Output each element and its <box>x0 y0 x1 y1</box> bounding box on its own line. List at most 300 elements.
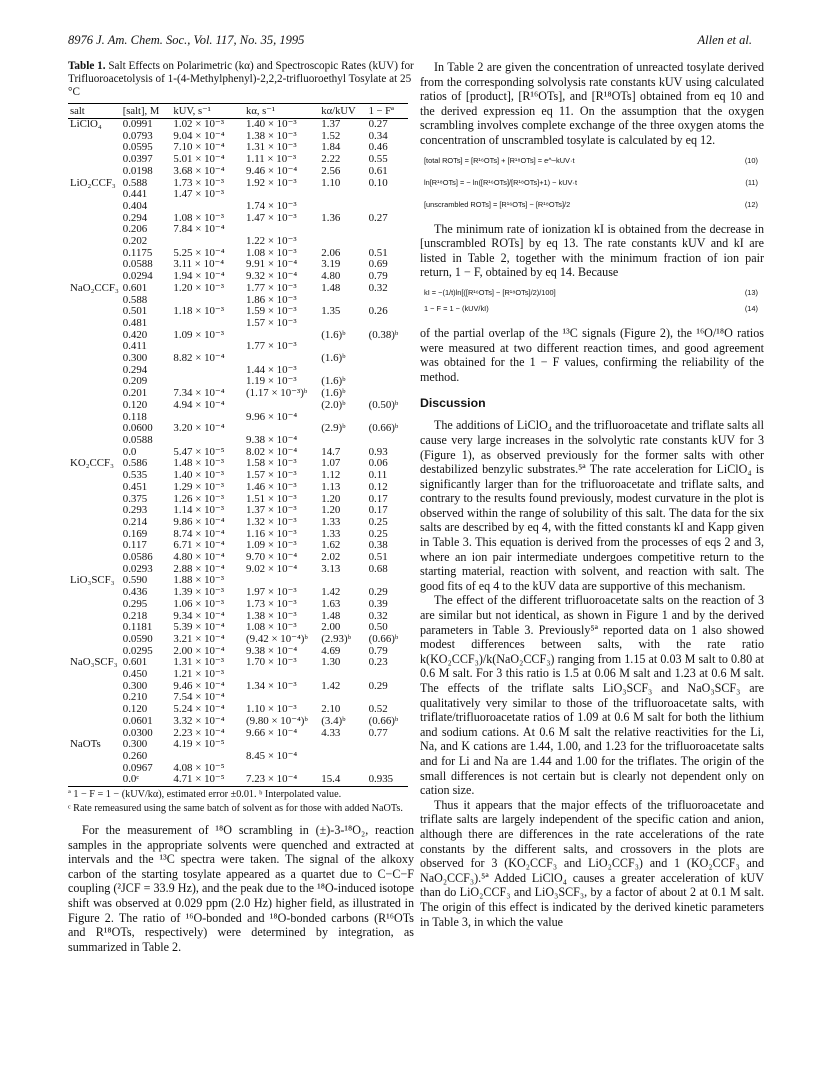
table-cell <box>367 669 408 681</box>
table-row <box>68 634 408 646</box>
table-cell: 1.51 × 10⁻³ <box>246 492 297 505</box>
table-cell <box>68 201 121 213</box>
table-cell: 0.202 <box>122 235 148 248</box>
table-cell: 0.32 <box>368 281 388 294</box>
table-cell <box>68 751 121 763</box>
rates-table <box>68 103 408 787</box>
table-cell: 4.19 × 10⁻⁵ <box>173 738 225 751</box>
equation-number: (11) <box>745 177 758 187</box>
table-cell: (0.66)ᵇ <box>368 632 399 645</box>
table-cell: 1.92 × 10⁻³ <box>246 176 297 189</box>
table-cell: 1.08 × 10⁻³ <box>173 211 224 224</box>
col-header: 1 − Fª <box>367 104 408 119</box>
table-cell: 1.84 <box>321 141 341 154</box>
table-cell: 0.210 <box>122 691 148 704</box>
table-cell: 1.20 <box>321 492 341 505</box>
table-cell: 0.0293 <box>122 562 153 575</box>
table-cell <box>319 669 366 681</box>
table-cell <box>68 400 121 412</box>
table-cell <box>319 739 366 751</box>
table-cell: 0.586 <box>122 457 148 470</box>
table-cell <box>319 236 366 248</box>
table-cell: 1.10 × 10⁻³ <box>246 703 297 716</box>
table-row <box>68 599 408 611</box>
table-cell: 0.0967 <box>122 761 153 774</box>
table-cell <box>68 365 121 377</box>
table-cell: 0.0198 <box>122 164 153 177</box>
table-cell <box>319 189 366 201</box>
table-label: Table 1. <box>68 60 106 72</box>
table-cell <box>367 224 408 236</box>
table-cell: 0.206 <box>122 223 148 236</box>
table-cell: 0.117 <box>122 539 147 552</box>
table-cell: 1.57 × 10⁻³ <box>246 469 297 482</box>
table-cell <box>68 704 121 716</box>
table-cell: 0.0601 <box>122 714 153 727</box>
table-cell: 1.59 × 10⁻³ <box>246 305 297 318</box>
table-cell: 0.295 <box>122 597 148 610</box>
table-cell <box>68 763 121 775</box>
table-cell: 3.11 × 10⁻⁴ <box>173 258 225 271</box>
table-row <box>68 224 408 236</box>
table-cell <box>68 330 121 342</box>
table-cell <box>68 540 121 552</box>
body-paragraph: Thus it appears that the major effects of the trifluoroacetate and triflate salts are largely independent of the specific cation and anion, although there are differences in the rate accelerations of the rate constants by the different salts, and crossovers in the plots are observed for 3 (KO₂CCF₃ and LiO₂CCF₃) and 1 (KO₂CCF₃ and NaO₂CCF₃).⁵ª Added LiClO₄ causes a greater acceleration of kUV than do LiO₂CCF₃ and LiO₃SCF₃, by a factor of about 2 at 0.1 M salt. The origin of this effect is indicated by the derived kinetic parameters in Table 3, in which the value <box>420 797 764 929</box>
table-cell: 0.0ᶜ <box>121 774 172 786</box>
equation-12 <box>420 200 764 214</box>
table-cell <box>68 259 121 271</box>
body-paragraph: For the measurement of ¹⁸O scrambling in (±)-3-¹⁸O₂, reaction samples in the appropriate solvents were quenched and extracted at intervals and the ¹³C spectra were taken. The signal of the alkoxy carbon of the starting tosylate appeared as a quartet due to C−C−F coupling (²JCF = 33.9 Hz), and the peak due to the ¹⁸O-induced isotope shift was observed at 0.029 ppm (2.0 Hz) higher field, as illustrated in Figure 2. The ratio of ¹⁶O-bonded and ¹⁸O-bonded carbons (R¹⁶OTs and R¹⁸OTs, respectively) were determined by integration, as summarized in Table 2. <box>68 823 414 954</box>
table-cell: 0.79 <box>368 644 388 657</box>
col-header: kα/kUV <box>319 104 366 119</box>
table-cell: 0.411 <box>122 340 147 353</box>
table-cell <box>68 224 121 236</box>
left-column <box>68 60 414 954</box>
table-cell <box>68 412 121 424</box>
table-cell: 0.120 <box>122 398 148 411</box>
table-cell: (1.6)ᵇ <box>321 328 346 341</box>
table-cell <box>367 318 408 330</box>
table-row <box>68 283 408 295</box>
table-cell <box>68 517 121 529</box>
equation-text: 1 − F = 1 − (kUV/kI) <box>424 303 489 313</box>
table-row <box>68 763 408 775</box>
table-row <box>68 189 408 201</box>
table-cell: 1.09 × 10⁻³ <box>173 328 224 341</box>
table-cell: (2.93)ᵇ <box>321 632 351 645</box>
table-cell: 1.26 × 10⁻³ <box>173 492 224 505</box>
table-cell: 0.39 <box>368 597 388 610</box>
table-footnote-a: ª 1 − F = 1 − (kUV/kα), estimated error ±0.01. ᵇ Interpolated value. <box>68 789 342 801</box>
table-cell: 0.214 <box>122 515 148 528</box>
table-row <box>68 365 408 377</box>
table-cell: 0.0588 <box>122 258 153 271</box>
table-cell: 0.93 <box>368 445 388 458</box>
table-cell: 0.23 <box>368 656 388 669</box>
body-paragraph: The effect of the different trifluoroacetate salts on the reaction of 3 are similar but not identical, as shown in Figure 1 and by the derived parameters in Table 3. Previously⁵ª reported data on 1 also showed modest differences between salts, with the rate ratio k(KO₂CCF₃)/k(NaO₂CCF₃) ranging from 1.15 at 0.03 M salt to 0.80 at 0.6 M salt. For 3 this ratio is 1.5 at 0.06 M salt and 1.23 at 0.6 M salt. The effects of the triflate salts LiO₃SCF₃ and NaO₃SCF₃ are qualitatively very similar to those of the trifluoroacetate salts, with triflate/trifluoroacetate ratios of 1.09 at 0.6 M salt for both the lithium and sodium cations. At 0.6 M salt the relative reactivities for the Li, Na, and K cations are 1.44, 1.00, and 1.23 for the trifluoroacetate salts and for Li and Na are 1.44 and 1.00 for the triflates. The origin of the small differences is not certain but is clearly not dependent only on cation size. <box>420 593 764 798</box>
table-row <box>68 704 408 716</box>
table-cell: 5.25 × 10⁻⁴ <box>173 246 225 259</box>
table-cell <box>68 142 121 154</box>
table-cell: 14.7 <box>321 445 341 458</box>
table-row <box>68 739 408 751</box>
table-cell: 1.48 <box>321 281 341 294</box>
table-cell: 0.501 <box>122 305 148 318</box>
table-cell: 0.46 <box>368 141 388 154</box>
table-cell: 0.51 <box>368 246 388 259</box>
table-cell: 1.31 × 10⁻³ <box>246 141 297 154</box>
table-cell: 0.935 <box>367 774 408 786</box>
table-cell: 2.10 <box>321 703 341 716</box>
table-cell: 3.20 × 10⁻⁴ <box>173 422 225 435</box>
table-cell: 1.09 × 10⁻³ <box>246 539 297 552</box>
table-cell: 1.35 <box>321 305 341 318</box>
table-cell: 0.29 <box>368 586 388 599</box>
table-cell <box>367 236 408 248</box>
table-cell: 0.201 <box>122 387 148 400</box>
body-paragraph: of the partial overlap of the ¹³C signals (Figure 2), the ¹⁶O/¹⁸O ratios were measured at two different reaction times, and good agreement was obtained for the 1 − F values, confirming the reliability of the method. <box>420 325 764 384</box>
table-cell: 0.29 <box>368 679 388 692</box>
table-cell <box>68 622 121 634</box>
table-row <box>68 318 408 330</box>
table-cell: LiO₂CCF₃ <box>70 176 116 189</box>
table-cell: 1.33 <box>321 527 341 540</box>
table-cell <box>68 295 121 307</box>
table-cell: 0.451 <box>122 480 148 493</box>
table-cell: 1.06 × 10⁻³ <box>173 597 224 610</box>
table-cell <box>367 751 408 763</box>
equation-number: (14) <box>744 303 758 313</box>
table-cell: 0.218 <box>122 609 148 622</box>
table-cell: 0.294 <box>122 363 148 376</box>
table-cell: (9.42 × 10⁻⁴)ᵇ <box>246 632 308 645</box>
table-cell: (1.17 × 10⁻³)ᵇ <box>246 387 308 400</box>
equation-text: [total ROTs] = [R¹⁶OTs] + [R¹⁸OTs] = e^−kUV·t <box>424 155 575 165</box>
table-cell: 0.588 <box>122 176 148 189</box>
table-cell <box>68 318 121 330</box>
table-cell: 0.601 <box>122 281 148 294</box>
table-cell: 0.300 <box>122 352 148 365</box>
table-row <box>68 178 408 190</box>
table-cell <box>171 365 244 377</box>
table-cell: 0.420 <box>122 328 148 341</box>
table-cell: 2.02 <box>321 551 341 564</box>
table-cell: 4.80 <box>321 270 341 283</box>
table-cell: 4.69 <box>321 644 341 657</box>
table-cell: 0.535 <box>122 469 148 482</box>
table-cell: 1.52 <box>321 129 341 142</box>
table-cell: 2.56 <box>321 164 341 177</box>
table-cell <box>68 599 121 611</box>
table-cell: (1.6)ᵇ <box>321 375 346 388</box>
table-caption <box>68 60 414 99</box>
table-cell: 1.57 × 10⁻³ <box>246 316 297 329</box>
table-header-row <box>68 104 408 119</box>
table-cell: 0.0295 <box>122 644 153 657</box>
table-cell: 0.12 <box>368 480 388 493</box>
table-cell: 8.02 × 10⁻⁴ <box>246 445 298 458</box>
table-cell <box>367 376 408 388</box>
table-cell <box>367 201 408 213</box>
table-cell: 8.45 × 10⁻⁴ <box>246 749 298 762</box>
table-cell <box>68 341 121 353</box>
table-row <box>68 131 408 143</box>
table-cell <box>171 318 244 330</box>
table-cell: 0.0590 <box>122 632 153 645</box>
table-cell: 1.47 × 10⁻³ <box>173 188 224 201</box>
table-row <box>68 213 408 225</box>
table-cell: 0.55 <box>368 153 388 166</box>
table-cell: 9.70 × 10⁻⁴ <box>246 551 298 564</box>
table-cell: 1.77 × 10⁻³ <box>246 340 297 353</box>
table-row <box>68 295 408 307</box>
table-cell: 0.0397 <box>122 153 153 166</box>
table-cell: LiO₃SCF₃ <box>70 574 115 587</box>
table-cell: 1.46 × 10⁻³ <box>246 480 297 493</box>
table-cell: 0.375 <box>122 492 148 505</box>
table-cell <box>367 189 408 201</box>
table-row <box>68 646 408 658</box>
table-cell: 0.209 <box>122 375 148 388</box>
table-cell: 9.34 × 10⁻⁴ <box>173 609 225 622</box>
table-cell: 1.02 × 10⁻³ <box>173 118 224 130</box>
table-cell <box>367 435 408 447</box>
table-row <box>68 611 408 623</box>
table-cell: 0.0600 <box>122 422 153 435</box>
table-cell <box>68 131 121 143</box>
table-cell: 1.21 × 10⁻³ <box>173 668 224 681</box>
table-cell: 1.07 <box>321 457 341 470</box>
table-cell <box>68 494 121 506</box>
table-cell <box>319 751 366 763</box>
table-cell: NaO₃SCF₃ <box>70 656 118 669</box>
table-cell: 0.118 <box>122 410 147 423</box>
table-cell: 0.10 <box>368 176 388 189</box>
table-row <box>68 774 408 786</box>
table-cell: 0.25 <box>368 515 388 528</box>
table-cell: 1.20 <box>321 504 341 517</box>
table-cell <box>68 236 121 248</box>
table-row <box>68 751 408 763</box>
body-paragraph: In Table 2 are given the concentration of unreacted tosylate derived from the corresponding solvolysis rate constants kUV using calculated ratios of [product], [R¹⁶OTs], and [R¹⁸OTs] obtained from eq 10 and the derived expression eq 11. On the assumption that the oxygen scrambling involves complete exchange of the three oxygen atoms the concentration of unscrambled tosylate is calculated by eq 12. <box>420 60 764 147</box>
table-row <box>68 575 408 587</box>
table-cell <box>367 739 408 751</box>
table-cell: 9.04 × 10⁻⁴ <box>173 129 225 142</box>
table-cell: 0.260 <box>122 749 148 762</box>
table-row <box>68 259 408 271</box>
table-cell: 1.14 × 10⁻³ <box>173 504 224 517</box>
table-cell: 0.0586 <box>122 551 153 564</box>
table-cell: 1.19 × 10⁻³ <box>246 375 297 388</box>
table-cell: 1.38 × 10⁻³ <box>246 609 297 622</box>
table-cell: 0.32 <box>368 609 388 622</box>
table-cell: 1.94 × 10⁻⁴ <box>173 270 225 283</box>
table-row <box>68 353 408 365</box>
table-cell: 7.34 × 10⁻⁴ <box>173 387 225 400</box>
table-cell <box>68 423 121 435</box>
equation-text: ln[R¹⁸OTs] = − ln([R¹⁶OTs]/[R¹⁸OTs]+1) − kUV·t <box>424 177 578 187</box>
table-cell: 9.38 × 10⁻⁴ <box>246 644 298 657</box>
table-cell <box>319 435 366 447</box>
equation-10 <box>420 156 764 170</box>
table-cell: 1.34 × 10⁻³ <box>246 679 297 692</box>
table-cell <box>68 353 121 365</box>
table-cell: 2.22 <box>321 153 341 166</box>
table-cell: 1.88 × 10⁻³ <box>173 574 224 587</box>
table-cell <box>68 213 121 225</box>
table-cell: 1.30 <box>321 656 341 669</box>
table-cell: 4.71 × 10⁻⁵ <box>171 774 244 786</box>
table-cell: (0.66)ᵇ <box>368 714 399 727</box>
table-cell: 2.23 × 10⁻⁴ <box>173 726 225 739</box>
table-cell: 0.61 <box>368 164 388 177</box>
right-column <box>420 60 764 929</box>
table-row <box>68 447 408 459</box>
table-cell <box>367 341 408 353</box>
table-cell: 5.01 × 10⁻⁴ <box>173 153 225 166</box>
table-cell: 1.74 × 10⁻³ <box>246 199 297 212</box>
table-cell <box>367 353 408 365</box>
table-cell <box>68 692 121 704</box>
table-cell <box>68 529 121 541</box>
table-cell: 2.00 <box>321 621 341 634</box>
table-cell: 1.42 <box>321 586 341 599</box>
table-cell: 1.20 × 10⁻³ <box>173 281 224 294</box>
table-cell <box>68 435 121 447</box>
table-cell: 0.436 <box>122 586 148 599</box>
table-cell: 8.82 × 10⁻⁴ <box>173 352 225 365</box>
table-cell: 1.58 × 10⁻³ <box>246 457 297 470</box>
table-cell <box>68 166 121 178</box>
table-cell: 0.293 <box>122 504 148 517</box>
table-cell: 1.11 × 10⁻³ <box>246 153 297 166</box>
table-cell: 1.38 × 10⁻³ <box>246 129 297 142</box>
table-body <box>68 119 408 787</box>
running-header <box>68 33 752 49</box>
table-cell: 0.1181 <box>122 621 153 634</box>
table-cell: (2.9)ᵇ <box>321 422 346 435</box>
table-cell <box>68 482 121 494</box>
equation-number: (13) <box>744 287 758 297</box>
table-cell <box>68 306 121 318</box>
table-cell: LiClO₄ <box>70 118 102 130</box>
table-cell <box>68 388 121 400</box>
table-cell: KO₂CCF₃ <box>70 457 114 470</box>
table-cell: 0.0588 <box>122 433 153 446</box>
table-cell <box>171 201 244 213</box>
table-cell: 9.46 × 10⁻⁴ <box>246 164 298 177</box>
table-cell: 2.88 × 10⁻⁴ <box>173 562 225 575</box>
table-cell <box>171 435 244 447</box>
equation-14 <box>420 304 764 318</box>
table-cell: 5.24 × 10⁻⁴ <box>173 703 225 716</box>
table-cell: 6.71 × 10⁻⁴ <box>173 539 225 552</box>
col-header: salt <box>68 104 121 119</box>
table-cell: 1.86 × 10⁻³ <box>246 293 297 306</box>
table-cell: 0.17 <box>368 504 388 517</box>
table-cell <box>68 587 121 599</box>
table-cell: 0.300 <box>122 738 148 751</box>
table-cell: 0.38 <box>368 539 388 552</box>
table-cell: 9.46 × 10⁻⁴ <box>173 679 225 692</box>
table-cell: 9.86 × 10⁻⁴ <box>173 515 225 528</box>
table-cell: 1.18 × 10⁻³ <box>173 305 224 318</box>
table-row <box>68 330 408 342</box>
table-cell: 1.36 <box>321 211 341 224</box>
table-row <box>68 423 408 435</box>
table-cell <box>68 669 121 681</box>
table-cell: 0.590 <box>122 574 148 587</box>
col-header: kUV, s⁻¹ <box>171 104 244 119</box>
table-cell: 9.91 × 10⁻⁴ <box>246 258 298 271</box>
table-row <box>68 388 408 400</box>
table-cell: 0.34 <box>368 129 388 142</box>
table-cell: 0.0 <box>122 445 137 458</box>
table-cell: 1.73 × 10⁻³ <box>246 597 297 610</box>
equation-13 <box>420 288 764 302</box>
table-cell: 0.06 <box>368 457 388 470</box>
col-header: [salt], M <box>121 104 172 119</box>
table-row <box>68 458 408 470</box>
table-cell: 1.44 × 10⁻³ <box>246 363 297 376</box>
table-cell: 4.94 × 10⁻⁴ <box>173 398 225 411</box>
table-row <box>68 435 408 447</box>
table-cell: 9.96 × 10⁻⁴ <box>246 410 298 423</box>
table-cell: 1.31 × 10⁻³ <box>173 656 224 669</box>
table-cell: 0.0300 <box>122 726 153 739</box>
table-row <box>68 681 408 693</box>
table-cell: 3.32 × 10⁻⁴ <box>173 714 225 727</box>
table-row <box>68 540 408 552</box>
table-row <box>68 728 408 740</box>
table-cell: 1.29 × 10⁻³ <box>173 480 224 493</box>
table-row <box>68 400 408 412</box>
table-footnote-c: ᶜ Rate remeasured using the same batch of solvent as for those with added NaOTs. <box>68 803 403 815</box>
table-row <box>68 494 408 506</box>
table-row <box>68 657 408 669</box>
table-row <box>68 306 408 318</box>
section-heading: Discussion <box>420 396 486 411</box>
table-row <box>68 622 408 634</box>
table-cell: 1.37 × 10⁻³ <box>246 504 297 517</box>
table-cell <box>319 201 366 213</box>
table-cell: 0.79 <box>368 270 388 283</box>
table-cell: 0.0294 <box>122 270 153 283</box>
table-cell: 3.68 × 10⁻⁴ <box>173 164 225 177</box>
table-row <box>68 376 408 388</box>
table-cell: 0.17 <box>368 492 388 505</box>
table-cell <box>367 365 408 377</box>
equation-number: (10) <box>744 155 758 165</box>
table-row <box>68 564 408 576</box>
body-paragraph: The minimum rate of ionization kI is obtained from the decrease in [unscrambled ROTs] by eq 13. The rate constants kUV and kI are listed in Table 2, together with the minimum fraction of ion pair return, 1 − F, obtained by eq 14. Because <box>420 221 764 280</box>
table-cell: 1.12 <box>321 469 341 482</box>
table-cell: 8.74 × 10⁻⁴ <box>173 527 225 540</box>
table-cell: (1.6)ᵇ <box>321 352 346 365</box>
table-cell: 0.588 <box>122 293 148 306</box>
table-cell: 1.16 × 10⁻³ <box>246 527 297 540</box>
table-cell: 0.294 <box>122 211 148 224</box>
table-cell <box>68 774 121 786</box>
table-cell: (3.4)ᵇ <box>321 714 346 727</box>
table-cell: 9.32 × 10⁻⁴ <box>246 270 298 283</box>
table-cell: 1.40 × 10⁻³ <box>246 118 297 130</box>
table-row <box>68 166 408 178</box>
table-cell: 0.27 <box>368 118 388 130</box>
table-row <box>68 552 408 564</box>
table-cell: (9.80 × 10⁻⁴)ᵇ <box>246 714 308 727</box>
table-cell: 0.77 <box>368 726 388 739</box>
